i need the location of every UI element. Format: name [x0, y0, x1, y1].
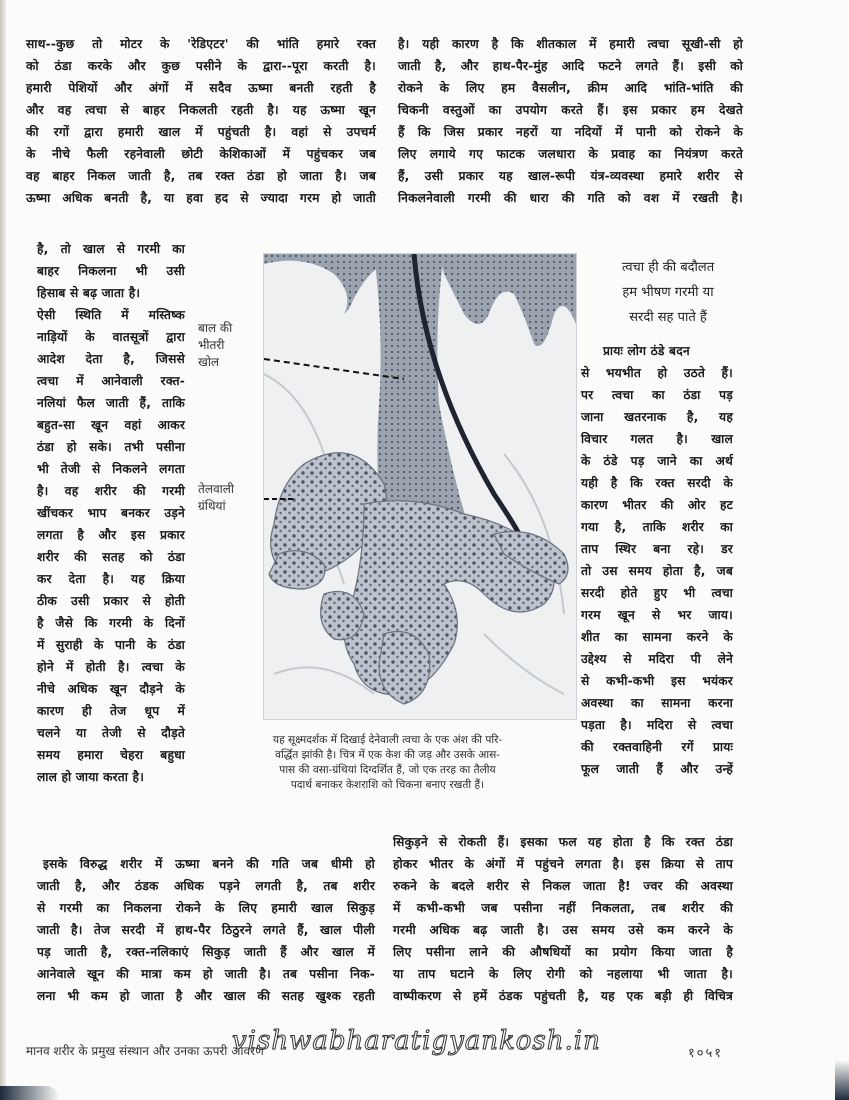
- text-line: लगता है और इस प्रकार: [37, 528, 185, 542]
- text-line: नीचे अधिक खून दौड़ने के: [37, 682, 185, 696]
- text-line: हमारी पेशियों और अंगों में सदैव ऊष्मा बनती रहती है: [26, 81, 376, 95]
- text-line: उद्देश्य से मदिरा पी लेने: [581, 652, 733, 666]
- text-line: पड़ जाती है, रक्त-नलिकाएं सिकुड़ जाती हैं और खाल में: [37, 945, 375, 959]
- text-line: से गरमी का निकलना रोकने के लिए हमारी खाल सिकुड़: [37, 901, 375, 915]
- text-line: जाती है। तेज सरदी में हाथ-पैर ठिठुरने लगते हैं, खाल पीली: [37, 923, 375, 937]
- text-line: जाती है, और ठंडक अधिक पड़ने लगती है, तब शरीर: [37, 879, 375, 893]
- text-line: हिसाब से बढ़ जाता है।: [37, 286, 141, 300]
- pull-quote-line: त्वचा ही की बदौलत: [621, 260, 715, 275]
- text-line: है। वह शरीर की गरमी: [37, 484, 185, 498]
- text-line: तो उस समय होता है, जब: [581, 564, 733, 578]
- text-line: शरीर की सतह को ठंडा: [37, 550, 185, 564]
- text-line: से कभी-कभी इस भयंकर: [581, 674, 733, 688]
- text-line: बाहर निकलना भी उसी: [37, 264, 185, 278]
- text-line: कारण ही तेज धूप में: [37, 704, 185, 718]
- text-line: विचार गलत है। खाल: [581, 432, 733, 446]
- label-line: भीतरी: [198, 338, 225, 352]
- text-line: लिए पसीना लाने की औषधियों का प्रयोग किया जाता है: [393, 945, 733, 959]
- text-line: चिकनी वस्तुओं का उपयोग करते हैं। इस प्रकार हम देखते: [398, 103, 743, 117]
- text-line: के ठंडे पड़ जाने का अर्थ: [581, 454, 733, 468]
- text-line: लिए लगाये गए फाटक जलधारा के प्रवाह का नियंत्रण करते: [398, 147, 743, 161]
- text-line: की रगों द्वारा हमारी खाल में पहुंचती है। वहां से उपचर्म: [26, 125, 376, 139]
- text-line: त्वचा में आनेवाली रक्त-: [37, 374, 185, 388]
- text-line: यही है कि रक्त सरदी के: [581, 476, 733, 490]
- text-line: भी तेजी से निकलने लगता: [37, 462, 185, 476]
- top-right-paragraph: [398, 33, 743, 209]
- scan-edge-shadow: [835, 1060, 849, 1100]
- figure-caption: [200, 733, 575, 793]
- running-footer-title: मानव शरीर के प्रमुख संस्थान और उनका ऊपरी आवरण: [26, 1044, 264, 1058]
- text-line: के नीचे फैली रहनेवाली छोटी केशिकाओं में पहुंचकर जब: [26, 147, 376, 161]
- skin-microscope-illustration: [263, 253, 577, 720]
- text-line: नाड़ियों के वातसूत्रों द्वारा: [37, 330, 185, 344]
- text-line: समय हमारा चेहरा बहुधा: [37, 748, 185, 762]
- text-line: सरदी होते हुए भी त्वचा: [581, 586, 733, 600]
- text-line: आदेश देता है, जिससे: [37, 352, 185, 366]
- top-left-paragraph: [26, 33, 376, 209]
- pull-quote-line: सरदी सह पाते हैं: [629, 310, 707, 325]
- text-line: से भयभीत हो उठते हैं।: [581, 366, 733, 380]
- text-line: ठंडा हो सके। तभी पसीना: [37, 440, 185, 454]
- scan-edge-shadow: [0, 1086, 60, 1100]
- text-line: को ठंडा करके और कुछ पसीने के द्वारा--पूरा करती है।: [26, 59, 376, 73]
- text-line: रुकने के बदले शरीर से निकल जाता है! ज्वर की अवस्था: [393, 879, 733, 893]
- text-line: फूल जाती हैं और उन्हें: [581, 762, 733, 776]
- text-line: में कभी-कभी जब पसीना नहीं निकलता, तब शरीर की: [393, 901, 733, 915]
- text-line: ऐसी स्थिति में मस्तिष्क: [37, 308, 185, 322]
- text-line: निकलनेवाली गरमी की धारा की गति को वश में रखती है।: [398, 191, 743, 205]
- text-line: ताप स्थिर बना रहे। डर: [581, 542, 733, 556]
- text-line: चलने या तेजी से दौड़ते: [37, 726, 185, 740]
- text-line: जाती है, और हाथ-पैर-मुंह आदि फटने लगते हैं। इसी को: [398, 59, 743, 73]
- label-line: तेलवाली: [198, 482, 235, 496]
- bottom-left-paragraph: [37, 853, 375, 1007]
- text-line: की रक्तवाहिनी रगें प्रायः: [581, 740, 733, 754]
- text-line: है। यही कारण है कि शीतकाल में हमारी त्वचा सूखी-सी हो: [398, 37, 743, 51]
- label-line: बाल की: [198, 321, 233, 335]
- label-oil-glands: [198, 481, 234, 515]
- text-line: वाष्पीकरण से हमें ठंडक पहुंचती है, यह एक बड़ी ही विचित्र: [393, 989, 733, 1003]
- pull-quote: [588, 255, 748, 330]
- text-line: है, तो खाल से गरमी का: [37, 242, 185, 256]
- text-line: बहुत-सा खून वहां आकर: [37, 418, 185, 432]
- text-line: लाल हो जाया करता है।: [37, 770, 145, 784]
- text-line: कर देता है। यह क्रिया: [37, 572, 185, 586]
- text-line: है जैसे कि गरमी के दिनों: [37, 616, 185, 630]
- text-line: गया है, ताकि शरीर का: [581, 520, 733, 534]
- text-line: ठीक उसी प्रकार से होती: [37, 594, 185, 608]
- text-line: हैं कि जिस प्रकार नहरों या नदियों में पानी को रोकने के: [398, 125, 743, 139]
- text-line: पड़ता है। मदिरा से त्वचा: [581, 718, 733, 732]
- text-line: हैं, उसी प्रकार यह खाल-रूपी यंत्र-व्यवस्था हमारे शरीर से: [398, 169, 743, 183]
- text-line: जाना खतरनाक है, यह: [581, 410, 733, 424]
- hair-follicle-sebaceous-gland-drawing: [264, 254, 576, 719]
- right-column-paragraph: [581, 340, 733, 780]
- text-line: खींचकर भाप बनकर उड़ने: [37, 506, 185, 520]
- text-line: होकर भीतर के अंगों में पहुंचने लगता है। इस क्रिया से ताप: [393, 857, 733, 871]
- text-line: में सुराही के पानी के ठंडा: [37, 638, 185, 652]
- label-line: खोल: [198, 355, 220, 369]
- text-line: साथ--कुछ तो मोटर के 'रेडिएटर' की भांति हमारे रक्त: [26, 37, 376, 51]
- caption-line: यह सूक्ष्मदर्शक में दिखाई देनेवाली त्वचा के एक अंश की परि-: [272, 734, 503, 746]
- label-inner-hair-sheath: [198, 320, 232, 371]
- watermark: vishwabharatigyankosh.in: [232, 1026, 601, 1056]
- text-line: वह बाहर निकल जाती है, तब रक्त ठंडा हो जाता है। जब: [26, 169, 376, 183]
- caption-line: पदार्थ बनाकर केशराशि को चिकना बनाए रखती हैं।: [290, 779, 485, 791]
- text-line: गरमी अधिक बढ़ जाती है। उस समय उसे कम करने के: [393, 923, 733, 937]
- left-column-paragraph: [37, 238, 185, 788]
- bottom-right-paragraph: [393, 831, 733, 1007]
- caption-line: वर्द्धित झांकी है। चित्र में एक केश की जड़ और उसके आस-: [275, 749, 500, 761]
- text-line: पर त्वचा का ठंडा पड़: [581, 388, 733, 402]
- page-number: १०५१: [688, 1046, 724, 1061]
- text-line: नलियां फैल जाती हैं, ताकि: [37, 396, 185, 410]
- text-line: होने में होती है। त्वचा के: [37, 660, 185, 674]
- page-binding-edge: [0, 0, 6, 1100]
- text-line: गरम खून से भर जाय।: [581, 608, 733, 622]
- text-line: अवस्था का सामना करना: [581, 696, 733, 710]
- text-line: शीत का सामना करने के: [581, 630, 733, 644]
- label-line: ग्रंथियां: [198, 499, 226, 513]
- text-line: प्रायः लोग ठंडे बदन: [603, 344, 690, 358]
- pull-quote-line: हम भीषण गरमी या: [622, 285, 714, 300]
- text-line: कारण भीतर की ओर हट: [581, 498, 733, 512]
- text-line: आनेवाले खून की मात्रा कम हो जाती है। तब पसीना निक-: [37, 967, 375, 981]
- text-line: रोकने के लिए हम वैसलीन, क्रीम आदि भांति-भांति की: [398, 81, 743, 95]
- text-line: सिकुड़ने से रोकती हैं। इसका फल यह होता है कि रक्त ठंडा: [393, 835, 733, 849]
- text-line: लना भी कम हो जाता है और खाल की सतह खुश्क रहती: [37, 989, 375, 1003]
- text-line: इसके विरुद्ध शरीर में ऊष्मा बनने की गति जब धीमी हो: [43, 857, 375, 871]
- text-line: ऊष्मा अधिक बनती है, या हवा हद से ज्यादा गरम हो जाती: [26, 191, 376, 205]
- text-line: और वह त्वचा से बाहर निकलती रहती है। यह ऊष्मा खून: [26, 103, 376, 117]
- text-line: या ताप घटाने के लिए रोगी को नहलाया भी जाता है।: [393, 967, 733, 981]
- caption-line: पास की वसा-ग्रंथियां दिग्दर्शित हैं, जो एक तरह का तैलीय: [279, 764, 496, 776]
